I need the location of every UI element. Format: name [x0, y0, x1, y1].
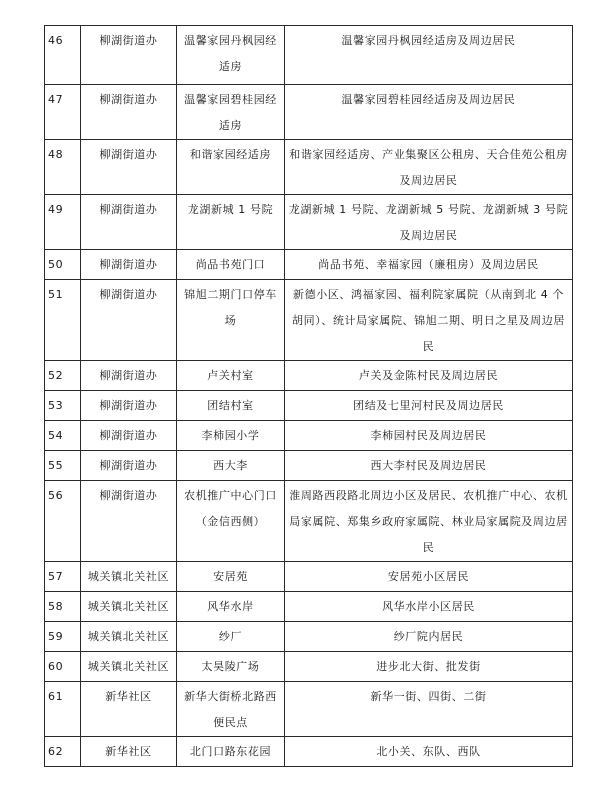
site-name-cell: 新华大街桥北路西便民点	[177, 682, 285, 737]
table-row	[45, 451, 573, 481]
site-name-cell: 农机推广中心门口（金信西侧）	[177, 481, 285, 562]
service-area-cell: 进步北大街、批发街	[285, 652, 573, 682]
site-name-cell: 和谐家园经适房	[177, 140, 285, 195]
service-area-cell: 新德小区、鸿福家园、福利院家属院（从南到北 4 个胡同）、统计局家属院、锦旭二期、明日之星及周边居民	[285, 280, 573, 361]
testing-sites-table	[44, 25, 573, 767]
street-office-cell: 新华社区	[81, 737, 177, 767]
table-row	[45, 622, 573, 652]
street-office-cell: 新华社区	[81, 682, 177, 737]
service-area-cell: 西大李村民及周边居民	[285, 451, 573, 481]
row-number-cell: 46	[45, 26, 81, 85]
site-name-cell: 北门口路东花园	[177, 737, 285, 767]
street-office-cell: 柳湖街道办	[81, 140, 177, 195]
site-name-cell: 太昊陵广场	[177, 652, 285, 682]
site-name-cell: 尚品书苑门口	[177, 250, 285, 280]
street-office-cell: 柳湖街道办	[81, 250, 177, 280]
site-name-cell: 西大李	[177, 451, 285, 481]
row-number-cell: 61	[45, 682, 81, 737]
site-name-cell: 风华水岸	[177, 592, 285, 622]
site-name-cell: 卢关村室	[177, 361, 285, 391]
service-area-cell: 纱厂院内居民	[285, 622, 573, 652]
row-number-cell: 58	[45, 592, 81, 622]
row-number-cell: 49	[45, 195, 81, 250]
street-office-cell: 柳湖街道办	[81, 195, 177, 250]
service-area-cell: 新华一街、四街、二街	[285, 682, 573, 737]
service-area-cell: 和谐家园经适房、产业集聚区公租房、天合佳苑公租房及周边居民	[285, 140, 573, 195]
service-area-cell: 风华水岸小区居民	[285, 592, 573, 622]
site-name-cell: 温馨家园碧桂园经适房	[177, 85, 285, 140]
table-row	[45, 682, 573, 737]
row-number-cell: 47	[45, 85, 81, 140]
row-number-cell: 57	[45, 562, 81, 592]
street-office-cell: 柳湖街道办	[81, 85, 177, 140]
service-area-cell: 北小关、东队、西队	[285, 737, 573, 767]
table-row	[45, 592, 573, 622]
table-row	[45, 562, 573, 592]
street-office-cell: 柳湖街道办	[81, 481, 177, 562]
table-row	[45, 737, 573, 767]
table-body	[45, 26, 573, 767]
table-row	[45, 85, 573, 140]
table-row	[45, 280, 573, 361]
row-number-cell: 55	[45, 451, 81, 481]
service-area-cell: 团结及七里河村民及周边居民	[285, 391, 573, 421]
table-row	[45, 421, 573, 451]
row-number-cell: 50	[45, 250, 81, 280]
service-area-cell: 卢关及金陈村民及周边居民	[285, 361, 573, 391]
street-office-cell: 柳湖街道办	[81, 26, 177, 85]
table-row	[45, 26, 573, 85]
table-row	[45, 361, 573, 391]
site-name-cell: 龙湖新城 1 号院	[177, 195, 285, 250]
row-number-cell: 54	[45, 421, 81, 451]
street-office-cell: 城关镇北关社区	[81, 622, 177, 652]
service-area-cell: 温馨家园丹枫园经适房及周边居民	[285, 26, 573, 85]
site-name-cell: 李柿园小学	[177, 421, 285, 451]
row-number-cell: 60	[45, 652, 81, 682]
service-area-cell: 龙湖新城 1 号院、龙湖新城 5 号院、龙湖新城 3 号院及周边居民	[285, 195, 573, 250]
table-row	[45, 250, 573, 280]
site-name-cell: 安居苑	[177, 562, 285, 592]
row-number-cell: 62	[45, 737, 81, 767]
row-number-cell: 56	[45, 481, 81, 562]
row-number-cell: 51	[45, 280, 81, 361]
row-number-cell: 59	[45, 622, 81, 652]
street-office-cell: 城关镇北关社区	[81, 652, 177, 682]
street-office-cell: 柳湖街道办	[81, 280, 177, 361]
row-number-cell: 48	[45, 140, 81, 195]
site-name-cell: 温馨家园丹枫园经适房	[177, 26, 285, 85]
street-office-cell: 柳湖街道办	[81, 391, 177, 421]
table-row	[45, 481, 573, 562]
street-office-cell: 柳湖街道办	[81, 451, 177, 481]
service-area-cell: 安居苑小区居民	[285, 562, 573, 592]
service-area-cell: 温馨家园碧桂园经适房及周边居民	[285, 85, 573, 140]
table-row	[45, 391, 573, 421]
service-area-cell: 李柿园村民及周边居民	[285, 421, 573, 451]
site-name-cell: 团结村室	[177, 391, 285, 421]
site-name-cell: 锦旭二期门口停车场	[177, 280, 285, 361]
service-area-cell: 尚品书苑、幸福家园（廉租房）及周边居民	[285, 250, 573, 280]
street-office-cell: 柳湖街道办	[81, 361, 177, 391]
table-row	[45, 140, 573, 195]
service-area-cell: 淮周路西段路北周边小区及居民、农机推广中心、农机局家属院、郑集乡政府家属院、林业局家属院及周边居民	[285, 481, 573, 562]
site-name-cell: 纱厂	[177, 622, 285, 652]
row-number-cell: 52	[45, 361, 81, 391]
street-office-cell: 柳湖街道办	[81, 421, 177, 451]
street-office-cell: 城关镇北关社区	[81, 562, 177, 592]
row-number-cell: 53	[45, 391, 81, 421]
street-office-cell: 城关镇北关社区	[81, 592, 177, 622]
table-row	[45, 652, 573, 682]
table-row	[45, 195, 573, 250]
